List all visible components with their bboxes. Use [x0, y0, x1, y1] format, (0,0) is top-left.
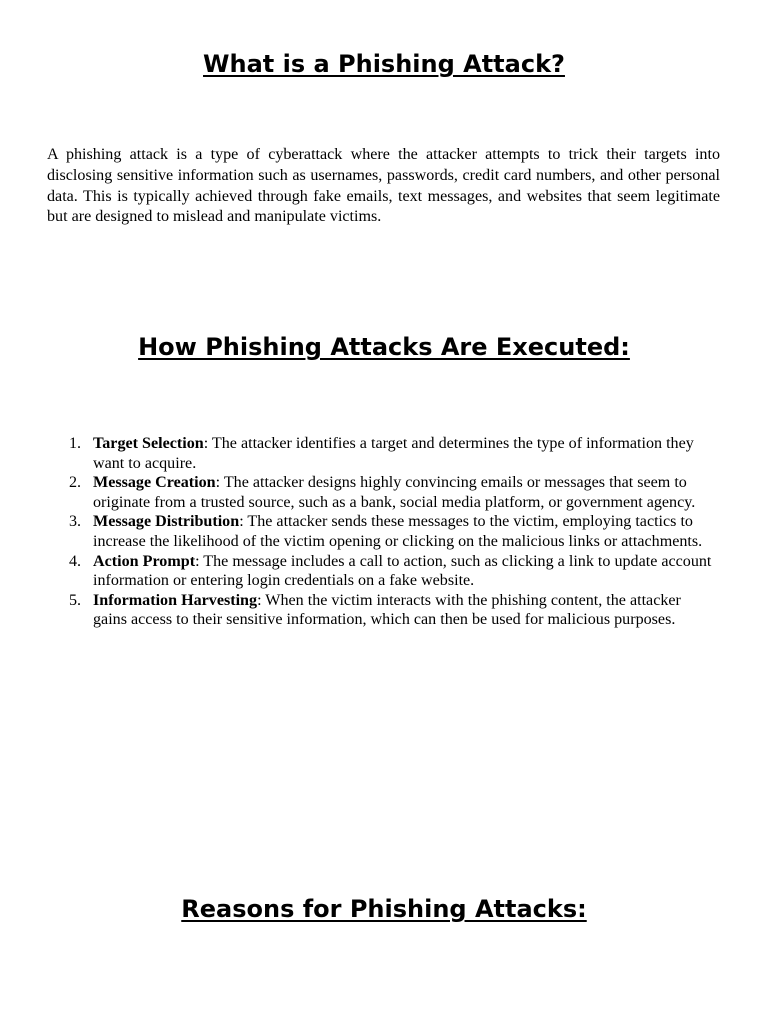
list-item [0, 591, 713, 630]
list-item-title: Target Selection [93, 435, 204, 452]
list-item-text: : The attacker identifies a target and determines the type of information they want to acquire. [93, 435, 694, 472]
heading-how-executed: How Phishing Attacks Are Executed: [138, 333, 630, 361]
execution-steps-list [0, 434, 768, 630]
intro-paragraph: A phishing attack is a type of cyberattack where the attacker attempts to trick their targets into disclosing sensitive information such as usernames, passwords, credit card numbers, and other personal data. This is typically achieved through fake emails, text messages, and websites that seem legitimate but are designed to mislead and manipulate victims. [47, 146, 720, 226]
list-item-title: Action Prompt [93, 552, 196, 570]
heading-reasons: Reasons for Phishing Attacks: [181, 895, 587, 923]
list-item-number: 3. [69, 513, 82, 531]
list-item-text: : When the victim interacts with the phishing content, the attacker gains access to their sensitive information, which can then be used for malicious purposes. [93, 591, 681, 629]
list-item-text: : The attacker designs highly convincing emails or messages that seem to originate from a trusted source, such as a bank, social media platform, or government agency. [93, 474, 696, 511]
list-item-number: 2. [69, 474, 82, 492]
list-item-number: 5. [69, 591, 82, 609]
list-item-title: Information Harvesting [93, 591, 258, 609]
list-item [0, 473, 713, 512]
list-item [0, 512, 713, 551]
list-item-number: 4. [69, 552, 82, 570]
heading-what-is-phishing: What is a Phishing Attack? [203, 50, 565, 78]
list-item-text: : The message includes a call to action, such as clicking a link to update account information or entering login credentials on a fake website. [93, 552, 712, 590]
list-item-text: : The attacker sends these messages to the victim, employing tactics to increase the likelihood of the victim opening or clicking on the malicious links or attachments. [93, 513, 703, 550]
list-item-title: Message Creation [93, 474, 216, 492]
list-item-title: Message Distribution [93, 513, 240, 531]
list-item [0, 552, 713, 591]
list-item-number: 1. [69, 435, 82, 452]
list-item [0, 434, 713, 473]
